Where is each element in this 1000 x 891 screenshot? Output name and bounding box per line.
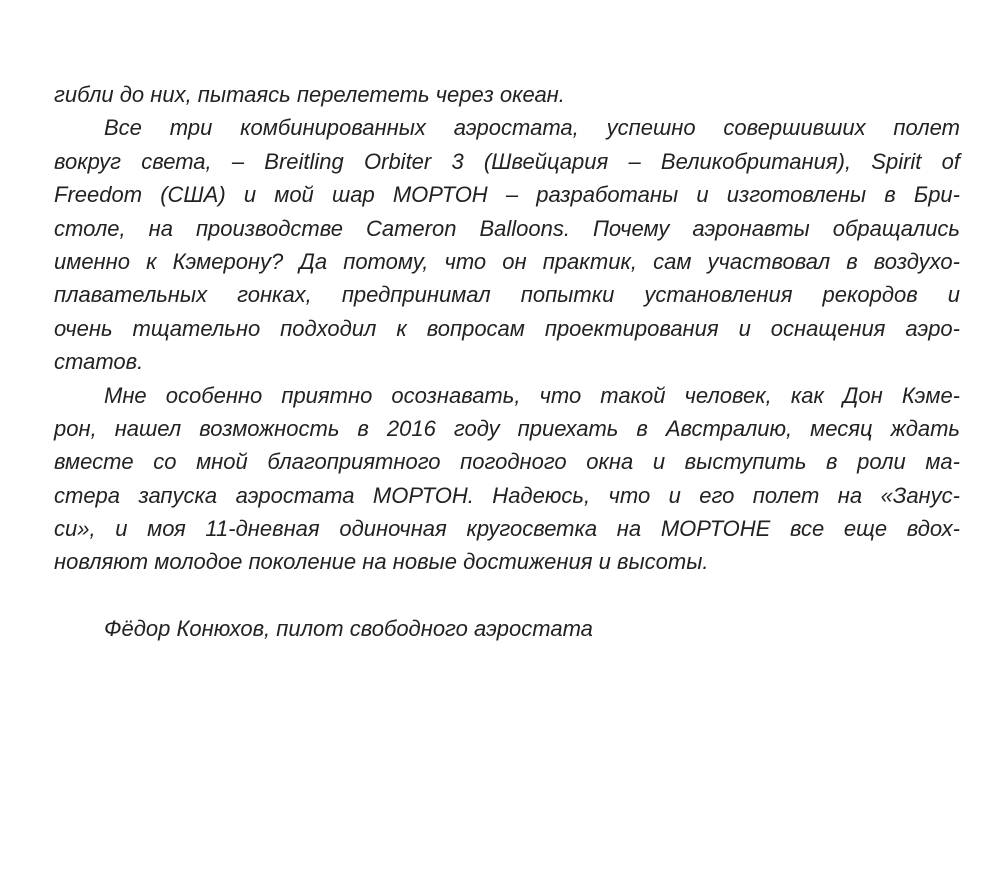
text-line: новляют молодое поколение на новые достижения и высоты. — [54, 549, 709, 575]
text-line: вместе со мной благоприятного погодного окна и выступить в роли ма- — [54, 449, 960, 475]
text-line: гибли до них, пытаясь перелететь через океан. — [54, 82, 565, 107]
text-line: статов. — [54, 349, 144, 375]
text-line: именно к Кэмерону? Да потому, что он практик, сам участвовал в воздухо- — [54, 248, 960, 274]
text-line: Freedom (США) и мой шар МОРТОН – разработаны и изготовлены в Бри- — [54, 182, 960, 208]
text-line: столе, на производстве Cameron Balloons. Почему аэронавты обращались — [54, 215, 960, 241]
paragraph-balloons — [54, 111, 960, 378]
text-line: вокруг света, – Breitling Orbiter 3 (Швейцария – Великобритания), Spirit of — [54, 148, 960, 174]
text-line: очень тщательно подходил к вопросам проектирования и оснащения аэро- — [54, 315, 960, 341]
text-line: си», и моя 11-дневная одиночная кругосветка на МОРТОНЕ все еще вдох- — [54, 516, 960, 542]
text-line: стера запуска аэростата МОРТОН. Надеюсь, что и его полет на «Занус- — [54, 482, 960, 508]
paragraph-continuation — [54, 78, 960, 111]
text-line: Все три комбинированных аэростата, успешно совершивших полет — [104, 115, 960, 141]
text-line: рон, нашел возможность в 2016 году приехать в Австралию, месяц ждать — [54, 415, 960, 441]
text-line: плавательных гонках, предпринимал попытки установления рекордов и — [54, 282, 960, 308]
author-signature: Фёдор Конюхов, пилот свободного аэростата — [104, 615, 593, 641]
paragraph-cameron — [54, 379, 960, 579]
document-page — [54, 78, 960, 645]
text-line: Мне особенно приятно осознавать, что такой человек, как Дон Кэме- — [104, 382, 960, 408]
